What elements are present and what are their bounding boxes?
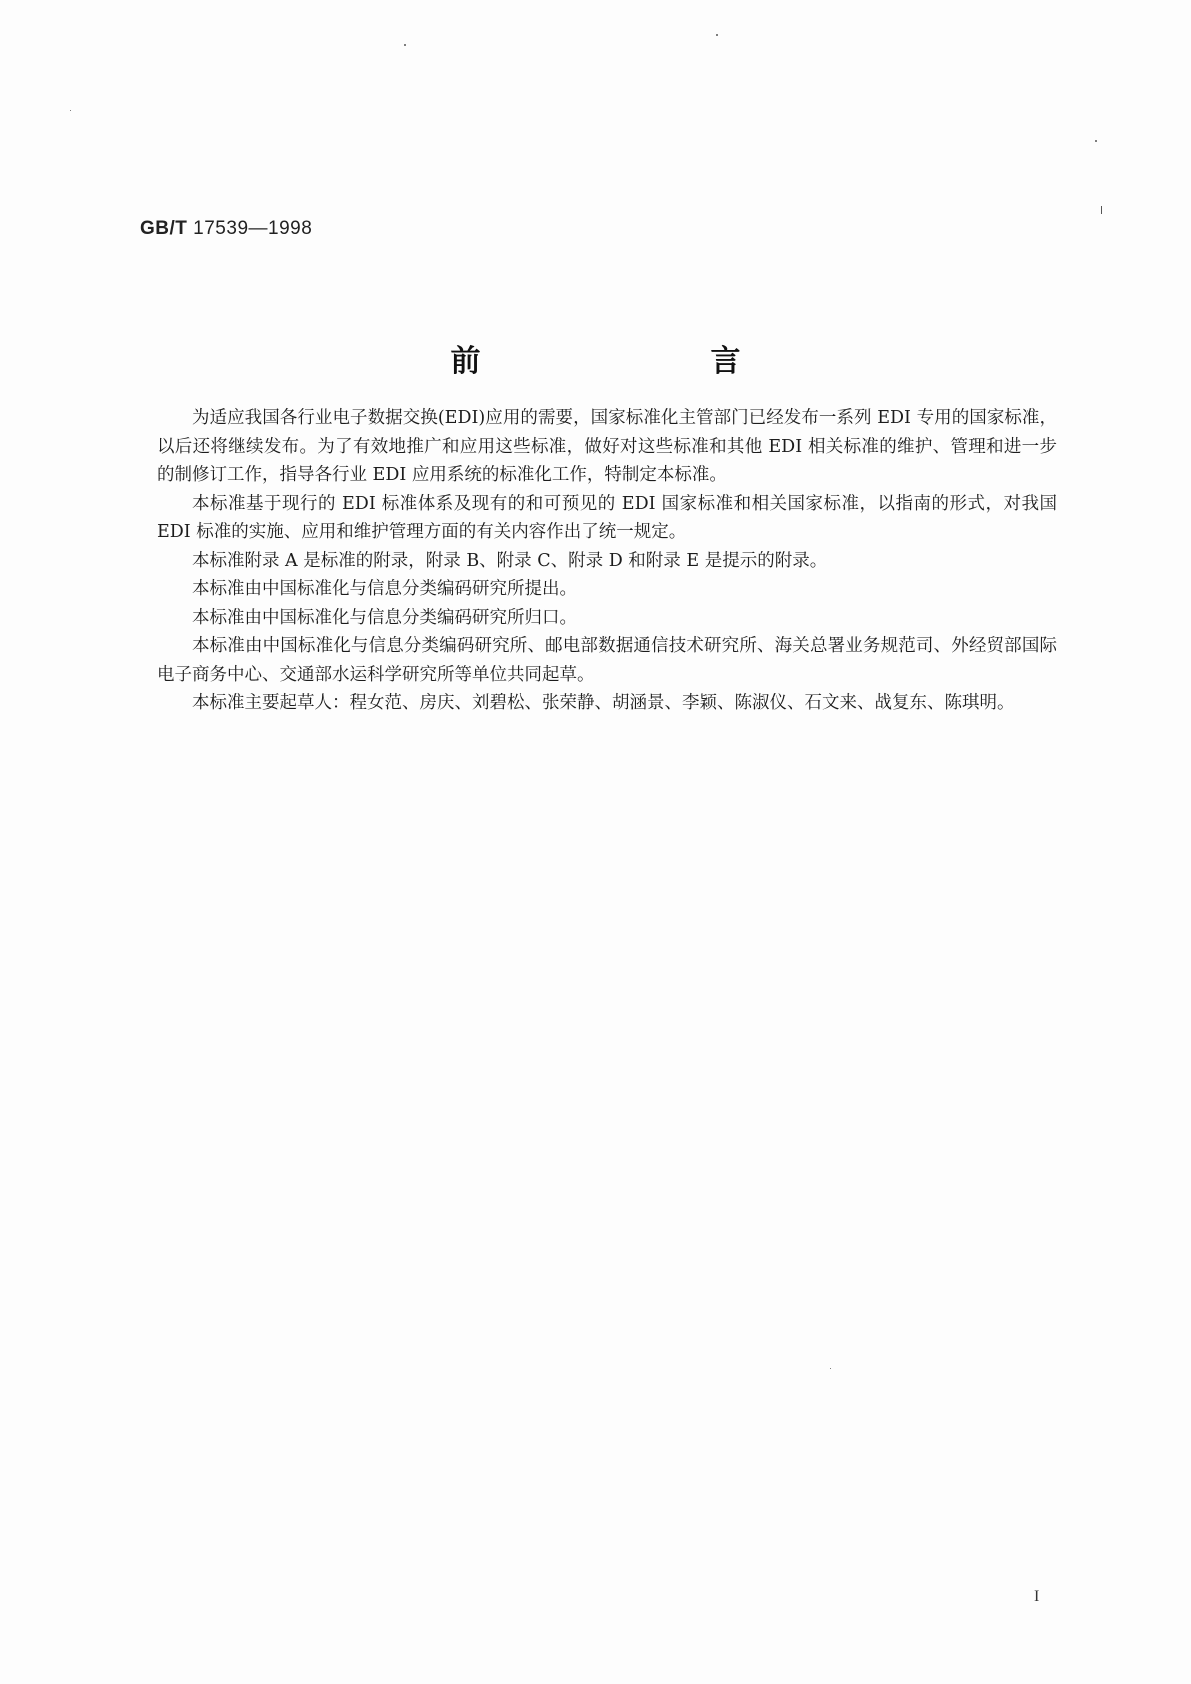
paragraph-proposer: 本标准由中国标准化与信息分类编码研究所提出。 [192,579,577,599]
paragraph-purpose: 为适应我国各行业电子数据交换(EDI)应用的需要，国家标准化主管部门已经发布一系列 EDI 专用的国家标准，以后还将继续发布。为了有效地推广和应用这些标准，做好对这些标准和其他 EDI 相关标准的维护、管理和进一步的制修订工作，指导各行业 EDI 应用系统的标准化工作，特制定本标准。 [157,408,1057,485]
paragraph-drafters: 本标准主要起草人：程女范、房庆、刘碧松、张荣静、胡涵景、李颖、陈淑仪、石文来、战复东、陈琪明。 [192,693,1015,713]
standard-number: 17539—1998 [193,218,313,239]
paragraph-administrator: 本标准由中国标准化与信息分类编码研究所归口。 [192,607,577,628]
paragraph-drafting-units: 本标准由中国标准化与信息分类编码研究所、邮电部数据通信技术研究所、海关总署业务规范司、外经贸部国际电子商务中心、交通部水运科学研究所等单位共同起草。 [157,636,1057,685]
scan-speck [70,110,71,111]
foreword-body [157,404,1057,718]
scan-speck [1095,140,1097,142]
scan-speck [404,44,406,46]
page-title: 前 言 [450,344,841,379]
paragraph-annexes: 本标准附录 A 是标准的附录，附录 B、附录 C、附录 D 和附录 E 是提示的附录。 [192,550,828,571]
paragraph-basis: 本标准基于现行的 EDI 标准体系及现有的和可预见的 EDI 国家标准和相关国家标准，以指南的形式，对我国 EDI 标准的实施、应用和维护管理方面的有关内容作出了统一规定。 [157,493,1057,542]
standard-code-header [140,218,312,240]
scan-speck [1101,206,1102,214]
standard-prefix: GB/T [140,218,188,239]
scan-speck [716,34,718,36]
scan-speck [830,1368,831,1369]
page-number: I [1034,1588,1040,1605]
